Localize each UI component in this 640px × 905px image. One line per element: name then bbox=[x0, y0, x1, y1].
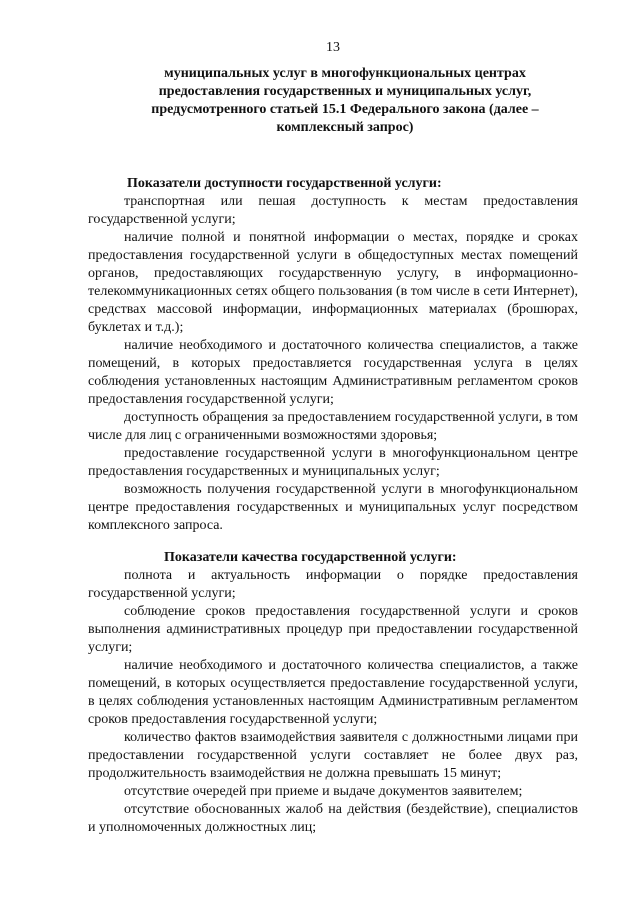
paragraph: наличие полной и понятной информации о местах, порядке и сроках предоставления государственной услуги в общедоступных местах помещений органов, предоставляющих государственную услугу, в информационно-телекоммуникационных сетях общего пользования (в том числе в сети Интернет), средствах массовой информации, информационных материалах (брошюрах, буклетах и т.д.); bbox=[88, 230, 578, 335]
heading-line: предоставления государственных и муниципальных услуг, bbox=[158, 84, 532, 99]
paragraph: соблюдение сроков предоставления государственной услуги и сроков выполнения административных процедур при предоставлении государственной услуги; bbox=[88, 604, 578, 655]
paragraph: предоставление государственной услуги в многофункциональном центре предоставления государственных и муниципальных услуг; bbox=[88, 446, 578, 479]
paragraph: доступность обращения за предоставлением государственной услуги, в том числе для лиц с ограниченными возможностями здоровья; bbox=[88, 410, 578, 443]
section-title-accessibility: Показатели доступности государственной услуги: bbox=[127, 176, 442, 191]
paragraph: отсутствие обоснованных жалоб на действия (бездействие), специалистов и уполномоченных должностных лиц; bbox=[88, 802, 578, 835]
heading-continuation bbox=[88, 65, 578, 137]
paragraph: количество фактов взаимодействия заявителя с должностными лицами при предоставлении государственной услуги составляет не более двух раз, продолжительность взаимодействия не должна превышать 15 минут; bbox=[88, 730, 578, 781]
heading-line: предусмотренного статьей 15.1 Федерального закона (далее – bbox=[151, 102, 539, 117]
paragraph: полнота и актуальность информации о порядке предоставления государственной услуги; bbox=[88, 568, 578, 601]
page-number: 13 bbox=[326, 40, 340, 55]
paragraph: возможность получения государственной услуги в многофункциональном центре предоставления государственных и муниципальных услуг посредством комплексного запроса. bbox=[88, 482, 578, 533]
paragraph: транспортная или пешая доступность к местам предоставления государственной услуги; bbox=[88, 194, 578, 227]
heading-line: муниципальных услуг в многофункциональных центрах bbox=[164, 66, 526, 81]
heading-line: комплексный запрос) bbox=[276, 120, 414, 135]
paragraph: наличие необходимого и достаточного количества специалистов, а также помещений, в которых предоставляется государственная услуга в целях соблюдения установленных настоящим Административным регламентом сроков предоставления государственной услуги; bbox=[88, 338, 578, 407]
section-title-quality: Показатели качества государственной услуги: bbox=[164, 550, 457, 565]
paragraph: наличие необходимого и достаточного количества специалистов, а также помещений, в которых осуществляется предоставление государственной услуги, в целях соблюдения установленных настоящим Административным регламентом сроков предоставления государственной услуги; bbox=[88, 658, 578, 727]
paragraph: отсутствие очередей при приеме и выдаче документов заявителем; bbox=[124, 784, 523, 799]
